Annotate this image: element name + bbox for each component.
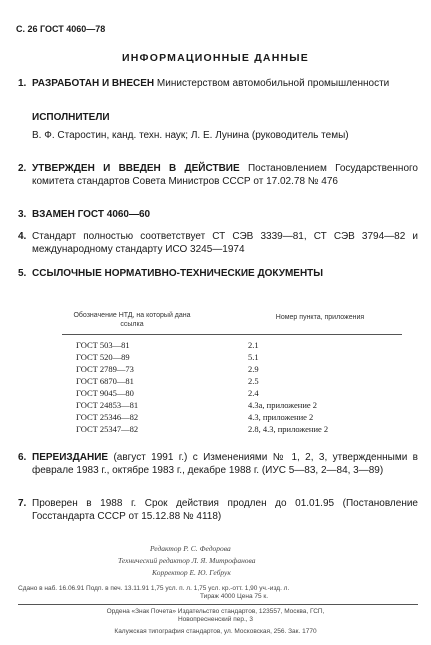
item-7	[18, 498, 418, 523]
table-row	[62, 412, 422, 422]
item-lead: РАЗРАБОТАН И ВНЕСЕН	[32, 78, 155, 89]
executors-list: В. Ф. Старостин, канд. техн. наук; Л. Е. Лунина (руководитель темы)	[32, 130, 349, 141]
table-cell-document: ГОСТ 2789—73	[76, 364, 134, 374]
item-number: 6.	[18, 452, 27, 463]
table-cell-section: 4.3, приложение 2	[248, 412, 314, 422]
table-cell-document: ГОСТ 25346—82	[76, 412, 139, 422]
table-col1-header: Обозначение НТД, на который дана ссылка	[73, 312, 191, 328]
item-6	[18, 452, 418, 477]
imprint-line-5: Калужская типография стандартов, ул. Московская, 256. Зак. 1770	[114, 628, 317, 635]
item-number: 7.	[18, 498, 27, 509]
table-row	[62, 364, 422, 374]
table-cell-section: 2.1	[248, 340, 259, 350]
item-lead: ПЕРЕИЗДАНИЕ	[32, 452, 109, 463]
item-lead: ВЗАМЕН ГОСТ 4060—60	[32, 209, 151, 220]
item-text: Проверен в 1988 г. Срок действия продлен до 01.01.95 (Постановление Госстандарта СССР от 15.12.88 № 4118)	[32, 498, 418, 522]
item-text: (август 1991 г.) с Изменениями № 1, 2, 3, утвержденными в феврале 1983 г., октябре 1983 г., декабре 1988 г. (ИУС 5—83, 2—84, 3—89)	[32, 452, 418, 476]
credit-corrector: Корректор Е. Ю. Гебрук	[152, 568, 231, 577]
table-cell-document: ГОСТ 503—81	[76, 340, 130, 350]
item-5	[18, 268, 418, 281]
credit-tech-editor: Технический редактор Л. Я. Митрофанова	[118, 556, 256, 565]
item-number: 5.	[18, 268, 27, 279]
page-header: С. 26 ГОСТ 4060—78	[16, 24, 106, 34]
table-row	[62, 388, 422, 398]
item-4	[18, 231, 418, 256]
table-cell-section: 2.8, 4.3, приложение 2	[248, 424, 329, 434]
table-cell-section: 5.1	[248, 352, 259, 362]
item-text: Стандарт полностью соответствует СТ СЭВ 3339—81, СТ СЭВ 3794—82 и международному стандарту ИСО 3245—1974	[32, 231, 418, 255]
item-number: 1.	[18, 78, 27, 89]
table-cell-document: ГОСТ 6870—81	[76, 376, 134, 386]
imprint-line-4: Новопресненский пер., 3	[177, 616, 254, 623]
table-row	[62, 340, 422, 350]
table-row	[62, 376, 422, 386]
page-title: ИНФОРМАЦИОННЫЕ ДАННЫЕ	[122, 52, 309, 64]
table-row	[62, 400, 422, 410]
imprint-line-2: Тираж 4000 Цена 75 к.	[200, 593, 269, 600]
table-cell-document: ГОСТ 24853—81	[76, 400, 139, 410]
item-number: 3.	[18, 209, 27, 220]
item-lead: ССЫЛОЧНЫЕ НОРМАТИВНО-ТЕХНИЧЕСКИЕ ДОКУМЕНТЫ	[32, 268, 324, 279]
item-1	[18, 78, 418, 91]
table-cell-document: ГОСТ 9045—80	[76, 388, 134, 398]
table-cell-document: ГОСТ 520—89	[76, 352, 130, 362]
item-2	[18, 163, 418, 188]
item-3	[18, 209, 418, 222]
item-number: 2.	[18, 163, 27, 174]
table-cell-section: 2.9	[248, 364, 259, 374]
table-col2-header: Номер пункта, приложения	[275, 314, 365, 321]
executors-heading: ИСПОЛНИТЕЛИ	[32, 112, 110, 123]
item-text: Министерством автомобильной промышленности	[154, 78, 390, 89]
item-number: 4.	[18, 231, 27, 242]
credit-editor: Редактор Р. С. Федорова	[150, 544, 231, 553]
table-cell-document: ГОСТ 25347—82	[76, 424, 139, 434]
item-text: Постановлением Государственного комитета стандартов Совета Министров СССР от 17.02.78 № 476	[32, 163, 418, 187]
table-cell-section: 4.3а, приложение 2	[248, 400, 318, 410]
imprint-line-1: Сдано в наб. 16.06.91 Подп. в печ. 13.11.91 1,75 усл. п. л. 1,75 усл. кр.-отт. 1,90 уч.-изд. л.	[18, 585, 290, 592]
item-lead: УТВЕРЖДЕН И ВВЕДЕН В ДЕЙСТВИЕ	[32, 163, 240, 174]
table-row	[62, 352, 422, 362]
table-cell-section: 2.4	[248, 388, 259, 398]
table-cell-section: 2.5	[248, 376, 259, 386]
table-row	[62, 424, 422, 434]
imprint-line-3: Ордена «Знак Почета» Издательство стандартов, 123557, Москва, ГСП,	[106, 608, 325, 615]
table-divider	[62, 334, 402, 335]
imprint-divider	[18, 604, 418, 605]
